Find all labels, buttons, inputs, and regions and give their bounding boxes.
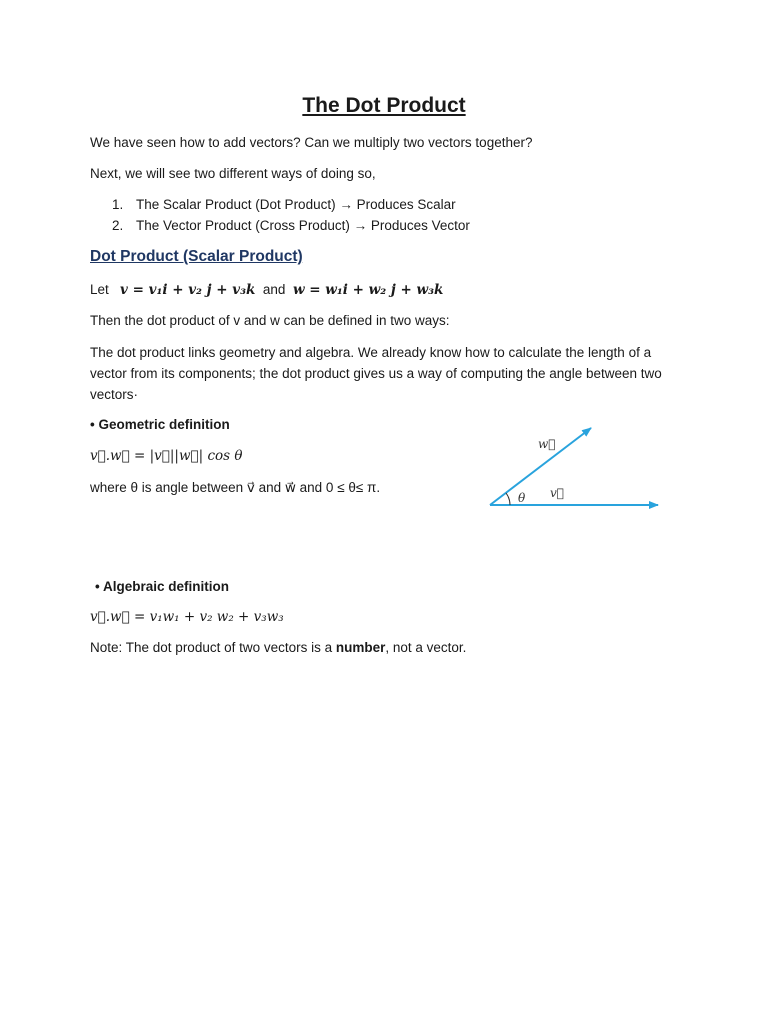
list-number: 1. — [112, 197, 124, 212]
note-line — [90, 640, 466, 655]
angle-arc — [506, 493, 510, 505]
list-text: The Vector Product (Cross Product) → Produces Vector — [136, 218, 470, 233]
algebraic-heading: • Algebraic definition — [95, 579, 229, 594]
let-word: Let — [90, 282, 109, 297]
algebraic-formula: v⃗.w⃗ = v₁w₁ + v₂ w₂ + v₃w₃ — [90, 609, 284, 625]
geometric-formula: v⃗.w⃗ = |v⃗||w⃗| cos θ — [90, 448, 243, 464]
list-item — [112, 218, 470, 233]
w-label: w⃗ — [538, 437, 556, 451]
then-line: Then the dot product of v and w can be defined in two ways: — [90, 313, 450, 328]
geometric-where: where θ is angle between v⃗ and w⃗ and 0 ≤ θ≤ π. — [90, 480, 381, 495]
geometric-heading: • Geometric definition — [90, 417, 230, 432]
section-heading: Dot Product (Scalar Product) — [90, 248, 303, 265]
theta-label: θ — [518, 491, 526, 505]
v-expression: v = v₁i + v₂ j + v₃k — [120, 282, 256, 298]
list-item — [112, 197, 456, 212]
list-text: The Scalar Product (Dot Product) → Produces Scalar — [136, 197, 456, 212]
v-label: v⃗ — [550, 486, 564, 500]
w-expression: w = w₁i + w₂ j + w₃k — [292, 282, 444, 298]
intro-line-1: We have seen how to add vectors? Can we multiply two vectors together? — [90, 135, 533, 150]
list-number: 2. — [112, 218, 124, 233]
page-title: The Dot Product — [302, 94, 466, 117]
explanation-paragraph: The dot product links geometry and algebra. We already know how to calculate the length of a vector from its components; the dot product gives us a way of computing the angle between two vectors· — [90, 345, 662, 402]
intro-line-2: Next, we will see two different ways of doing so, — [90, 166, 376, 181]
let-line — [90, 282, 443, 298]
note-bold-word: number — [335, 640, 386, 655]
note-prefix: Note: The dot product of two vectors is a — [90, 640, 336, 655]
and-word: and — [262, 282, 286, 297]
angle-diagram — [480, 420, 680, 520]
note-suffix: , not a vector. — [385, 640, 467, 655]
